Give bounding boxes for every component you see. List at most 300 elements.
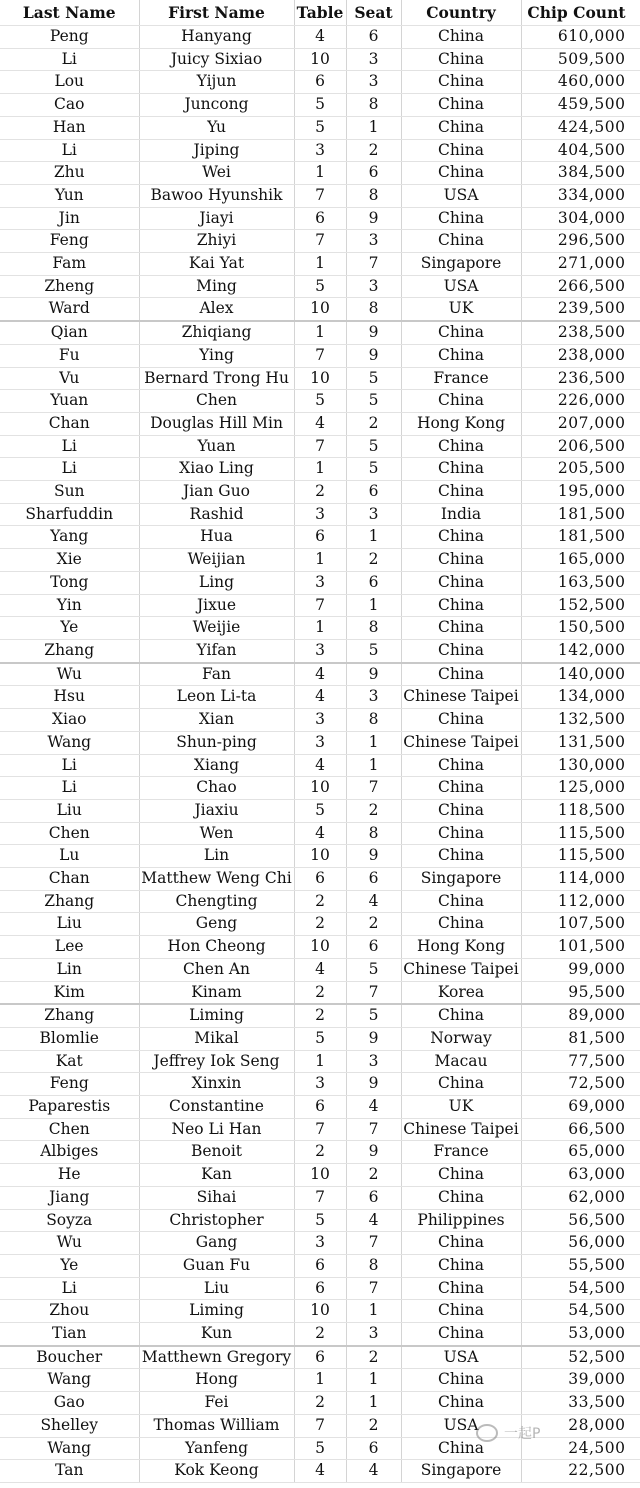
- country-cell: China: [401, 777, 521, 800]
- last-name-cell: Yun: [0, 184, 139, 207]
- chip-count-cell: 207,000: [521, 412, 640, 435]
- seat-cell: 5: [346, 390, 401, 413]
- last-name-cell: Wang: [0, 1369, 139, 1392]
- table-cell: 5: [294, 116, 346, 139]
- country-cell: China: [401, 1073, 521, 1096]
- table-cell: 3: [294, 503, 346, 526]
- table-cell: 7: [294, 594, 346, 617]
- country-cell: China: [401, 481, 521, 504]
- seat-cell: 1: [346, 116, 401, 139]
- country-cell: China: [401, 458, 521, 481]
- chip-count-cell: 115,500: [521, 822, 640, 845]
- seat-cell: 6: [346, 481, 401, 504]
- table-row: [0, 777, 640, 800]
- first-name-cell: Liu: [139, 1277, 294, 1300]
- last-name-cell: He: [0, 1164, 139, 1187]
- seat-cell: 9: [346, 321, 401, 344]
- table-cell: 7: [294, 1186, 346, 1209]
- seat-cell: 5: [346, 958, 401, 981]
- chip-count-cell: 206,500: [521, 435, 640, 458]
- first-name-cell: Xiao Ling: [139, 458, 294, 481]
- table-row: [0, 1118, 640, 1141]
- country-cell: China: [401, 71, 521, 94]
- country-cell: Chinese Taipei: [401, 731, 521, 754]
- last-name-cell: Ye: [0, 617, 139, 640]
- chip-count-cell: 384,500: [521, 162, 640, 185]
- table-cell: 5: [294, 1027, 346, 1050]
- seat-cell: 4: [346, 1096, 401, 1119]
- seat-cell: 8: [346, 1254, 401, 1277]
- chip-count-cell: 114,000: [521, 868, 640, 891]
- country-cell: Singapore: [401, 253, 521, 276]
- table-cell: 3: [294, 731, 346, 754]
- last-name-cell: Li: [0, 435, 139, 458]
- seat-cell: 3: [346, 48, 401, 71]
- last-name-cell: Li: [0, 777, 139, 800]
- country-cell: Hong Kong: [401, 412, 521, 435]
- table-row: [0, 116, 640, 139]
- last-name-cell: Ward: [0, 298, 139, 321]
- seat-cell: 9: [346, 663, 401, 686]
- first-name-cell: Gang: [139, 1232, 294, 1255]
- chip-count-cell: 89,000: [521, 1004, 640, 1027]
- last-name-cell: Gao: [0, 1392, 139, 1415]
- seat-cell: 3: [346, 1050, 401, 1073]
- table-cell: 3: [294, 639, 346, 662]
- first-name-cell: Kun: [139, 1323, 294, 1346]
- seat-cell: 5: [346, 458, 401, 481]
- chip-count-cell: 39,000: [521, 1369, 640, 1392]
- first-name-cell: Chen: [139, 390, 294, 413]
- table-row: [0, 344, 640, 367]
- last-name-cell: Wang: [0, 1437, 139, 1460]
- table-row: [0, 913, 640, 936]
- table-row: [0, 549, 640, 572]
- table-row: [0, 754, 640, 777]
- col-header-country: Country: [401, 0, 521, 26]
- first-name-cell: Hua: [139, 526, 294, 549]
- seat-cell: 7: [346, 1232, 401, 1255]
- table-row: [0, 639, 640, 662]
- chip-count-cell: 99,000: [521, 958, 640, 981]
- table-cell: 2: [294, 1392, 346, 1415]
- country-cell: China: [401, 1277, 521, 1300]
- table-row: [0, 1186, 640, 1209]
- last-name-cell: Chen: [0, 1118, 139, 1141]
- seat-cell: 5: [346, 435, 401, 458]
- seat-cell: 6: [346, 26, 401, 49]
- table-row: [0, 162, 640, 185]
- table-cell: 7: [294, 435, 346, 458]
- country-cell: USA: [401, 1346, 521, 1369]
- seat-cell: 9: [346, 344, 401, 367]
- chip-count-cell: 118,500: [521, 799, 640, 822]
- seat-cell: 7: [346, 1277, 401, 1300]
- last-name-cell: Zhou: [0, 1300, 139, 1323]
- seat-cell: 6: [346, 162, 401, 185]
- table-row: [0, 526, 640, 549]
- country-cell: China: [401, 139, 521, 162]
- table-cell: 7: [294, 1414, 346, 1437]
- first-name-cell: Yijun: [139, 71, 294, 94]
- first-name-cell: Wen: [139, 822, 294, 845]
- last-name-cell: Sharfuddin: [0, 503, 139, 526]
- first-name-cell: Jeffrey Iok Seng: [139, 1050, 294, 1073]
- country-cell: China: [401, 1392, 521, 1415]
- last-name-cell: Wu: [0, 663, 139, 686]
- country-cell: China: [401, 845, 521, 868]
- seat-cell: 9: [346, 1027, 401, 1050]
- table-cell: 6: [294, 1346, 346, 1369]
- table-cell: 4: [294, 412, 346, 435]
- first-name-cell: Douglas Hill Min: [139, 412, 294, 435]
- table-row: [0, 94, 640, 117]
- country-cell: China: [401, 709, 521, 732]
- table-cell: 7: [294, 344, 346, 367]
- seat-cell: 5: [346, 639, 401, 662]
- last-name-cell: Chen: [0, 822, 139, 845]
- first-name-cell: Yuan: [139, 435, 294, 458]
- table-cell: 2: [294, 981, 346, 1004]
- first-name-cell: Jiayi: [139, 207, 294, 230]
- last-name-cell: Wu: [0, 1232, 139, 1255]
- table-cell: 10: [294, 1300, 346, 1323]
- country-cell: USA: [401, 275, 521, 298]
- last-name-cell: Blomlie: [0, 1027, 139, 1050]
- chip-count-cell: 130,000: [521, 754, 640, 777]
- table-row: [0, 845, 640, 868]
- chip-count-cell: 65,000: [521, 1141, 640, 1164]
- table-cell: 4: [294, 822, 346, 845]
- country-cell: Korea: [401, 981, 521, 1004]
- chip-count-cell: 271,000: [521, 253, 640, 276]
- first-name-cell: Xiang: [139, 754, 294, 777]
- country-cell: China: [401, 1323, 521, 1346]
- first-name-cell: Kinam: [139, 981, 294, 1004]
- last-name-cell: Han: [0, 116, 139, 139]
- country-cell: China: [401, 1254, 521, 1277]
- country-cell: China: [401, 549, 521, 572]
- chip-count-cell: 134,000: [521, 686, 640, 709]
- seat-cell: 1: [346, 1392, 401, 1415]
- last-name-cell: Li: [0, 754, 139, 777]
- first-name-cell: Ying: [139, 344, 294, 367]
- last-name-cell: Vu: [0, 367, 139, 390]
- table-cell: 4: [294, 1460, 346, 1483]
- table-row: [0, 1460, 640, 1483]
- seat-cell: 4: [346, 1209, 401, 1232]
- first-name-cell: Yifan: [139, 639, 294, 662]
- seat-cell: 6: [346, 1437, 401, 1460]
- table-row: [0, 412, 640, 435]
- first-name-cell: Liming: [139, 1004, 294, 1027]
- col-header-last-name: Last Name: [0, 0, 139, 26]
- chip-count-cell: 95,500: [521, 981, 640, 1004]
- table-row: [0, 1209, 640, 1232]
- last-name-cell: Boucher: [0, 1346, 139, 1369]
- table-cell: 6: [294, 71, 346, 94]
- table-cell: 6: [294, 1096, 346, 1119]
- seat-cell: 3: [346, 71, 401, 94]
- first-name-cell: Bernard Trong Hu: [139, 367, 294, 390]
- chip-count-cell: 142,000: [521, 639, 640, 662]
- table-row: [0, 1073, 640, 1096]
- table-body: [0, 26, 640, 1483]
- country-cell: Philippines: [401, 1209, 521, 1232]
- chip-count-cell: 266,500: [521, 275, 640, 298]
- last-name-cell: Li: [0, 48, 139, 71]
- table-row: [0, 26, 640, 49]
- chip-count-cell: 56,500: [521, 1209, 640, 1232]
- last-name-cell: Albiges: [0, 1141, 139, 1164]
- chip-count-cell: 101,500: [521, 936, 640, 959]
- chip-count-cell: 22,500: [521, 1460, 640, 1483]
- first-name-cell: Matthewn Gregory: [139, 1346, 294, 1369]
- country-cell: France: [401, 1141, 521, 1164]
- chip-count-cell: 132,500: [521, 709, 640, 732]
- first-name-cell: Fan: [139, 663, 294, 686]
- table-cell: 2: [294, 890, 346, 913]
- country-cell: China: [401, 913, 521, 936]
- last-name-cell: Yin: [0, 594, 139, 617]
- seat-cell: 9: [346, 207, 401, 230]
- last-name-cell: Xiao: [0, 709, 139, 732]
- table-row: [0, 686, 640, 709]
- table-row: [0, 503, 640, 526]
- table-row: [0, 936, 640, 959]
- last-name-cell: Zhang: [0, 890, 139, 913]
- chip-count-cell: 239,500: [521, 298, 640, 321]
- table-row: [0, 958, 640, 981]
- seat-cell: 8: [346, 822, 401, 845]
- seat-cell: 8: [346, 184, 401, 207]
- last-name-cell: Chan: [0, 412, 139, 435]
- table-cell: 4: [294, 663, 346, 686]
- seat-cell: 7: [346, 1118, 401, 1141]
- seat-cell: 6: [346, 936, 401, 959]
- table-row: [0, 709, 640, 732]
- table-cell: 3: [294, 571, 346, 594]
- table-row: [0, 1027, 640, 1050]
- first-name-cell: Weijian: [139, 549, 294, 572]
- table-row: [0, 1096, 640, 1119]
- first-name-cell: Zhiqiang: [139, 321, 294, 344]
- seat-cell: 3: [346, 686, 401, 709]
- first-name-cell: Hong: [139, 1369, 294, 1392]
- last-name-cell: Jiang: [0, 1186, 139, 1209]
- chip-count-cell: 165,000: [521, 549, 640, 572]
- chip-count-cell: 81,500: [521, 1027, 640, 1050]
- table-cell: 1: [294, 1050, 346, 1073]
- last-name-cell: Fu: [0, 344, 139, 367]
- last-name-cell: Zhang: [0, 1004, 139, 1027]
- country-cell: China: [401, 754, 521, 777]
- table-cell: 10: [294, 1164, 346, 1187]
- first-name-cell: Neo Li Han: [139, 1118, 294, 1141]
- table-cell: 3: [294, 139, 346, 162]
- country-cell: China: [401, 1300, 521, 1323]
- first-name-cell: Rashid: [139, 503, 294, 526]
- table-cell: 4: [294, 26, 346, 49]
- last-name-cell: Yang: [0, 526, 139, 549]
- table-row: [0, 1414, 640, 1437]
- first-name-cell: Leon Li-ta: [139, 686, 294, 709]
- last-name-cell: Jin: [0, 207, 139, 230]
- last-name-cell: Lin: [0, 958, 139, 981]
- chip-count-cell: 150,500: [521, 617, 640, 640]
- last-name-cell: Li: [0, 139, 139, 162]
- table-row: [0, 435, 640, 458]
- table-cell: 10: [294, 845, 346, 868]
- seat-cell: 3: [346, 1323, 401, 1346]
- table-row: [0, 1369, 640, 1392]
- first-name-cell: Wei: [139, 162, 294, 185]
- chip-count-cell: 115,500: [521, 845, 640, 868]
- country-cell: China: [401, 116, 521, 139]
- chip-count-cell: 424,500: [521, 116, 640, 139]
- chip-count-cell: 54,500: [521, 1277, 640, 1300]
- first-name-cell: Sihai: [139, 1186, 294, 1209]
- first-name-cell: Yanfeng: [139, 1437, 294, 1460]
- chip-count-cell: 28,000: [521, 1414, 640, 1437]
- table-cell: 2: [294, 481, 346, 504]
- table-cell: 1: [294, 321, 346, 344]
- chip-count-cell: 304,000: [521, 207, 640, 230]
- last-name-cell: Feng: [0, 1073, 139, 1096]
- table-row: [0, 481, 640, 504]
- first-name-cell: Yu: [139, 116, 294, 139]
- table-cell: 1: [294, 617, 346, 640]
- country-cell: China: [401, 639, 521, 662]
- country-cell: China: [401, 526, 521, 549]
- first-name-cell: Xian: [139, 709, 294, 732]
- seat-cell: 7: [346, 777, 401, 800]
- table-cell: 3: [294, 709, 346, 732]
- seat-cell: 6: [346, 1186, 401, 1209]
- table-row: [0, 594, 640, 617]
- table-row: [0, 1437, 640, 1460]
- table-row: [0, 822, 640, 845]
- table-cell: 7: [294, 1118, 346, 1141]
- table-cell: 4: [294, 958, 346, 981]
- country-cell: Singapore: [401, 1460, 521, 1483]
- chip-count-cell: 54,500: [521, 1300, 640, 1323]
- table-cell: 6: [294, 868, 346, 891]
- seat-cell: 1: [346, 526, 401, 549]
- table-cell: 2: [294, 1323, 346, 1346]
- last-name-cell: Liu: [0, 913, 139, 936]
- first-name-cell: Matthew Weng Chi: [139, 868, 294, 891]
- country-cell: Singapore: [401, 868, 521, 891]
- country-cell: China: [401, 822, 521, 845]
- chip-count-cell: 125,000: [521, 777, 640, 800]
- table-row: [0, 298, 640, 321]
- table-cell: 10: [294, 777, 346, 800]
- table-cell: 3: [294, 1232, 346, 1255]
- country-cell: China: [401, 390, 521, 413]
- country-cell: Macau: [401, 1050, 521, 1073]
- last-name-cell: Zheng: [0, 275, 139, 298]
- table-cell: 1: [294, 1369, 346, 1392]
- table-row: [0, 1050, 640, 1073]
- table-row: [0, 1346, 640, 1369]
- seat-cell: 2: [346, 412, 401, 435]
- last-name-cell: Kat: [0, 1050, 139, 1073]
- last-name-cell: Xie: [0, 549, 139, 572]
- table-row: [0, 981, 640, 1004]
- last-name-cell: Chan: [0, 868, 139, 891]
- seat-cell: 1: [346, 1369, 401, 1392]
- first-name-cell: Kok Keong: [139, 1460, 294, 1483]
- country-cell: Chinese Taipei: [401, 1118, 521, 1141]
- seat-cell: 6: [346, 868, 401, 891]
- first-name-cell: Ming: [139, 275, 294, 298]
- country-cell: China: [401, 594, 521, 617]
- first-name-cell: Geng: [139, 913, 294, 936]
- chip-count-cell: 140,000: [521, 663, 640, 686]
- chip-count-cell: 509,500: [521, 48, 640, 71]
- chip-count-cell: 181,500: [521, 526, 640, 549]
- table-cell: 6: [294, 526, 346, 549]
- chip-count-cell: 52,500: [521, 1346, 640, 1369]
- last-name-cell: Feng: [0, 230, 139, 253]
- watermark-text: 一起P: [504, 1426, 541, 1442]
- seat-cell: 1: [346, 594, 401, 617]
- country-cell: China: [401, 799, 521, 822]
- table-row: [0, 1300, 640, 1323]
- last-name-cell: Cao: [0, 94, 139, 117]
- first-name-cell: Ling: [139, 571, 294, 594]
- seat-cell: 2: [346, 139, 401, 162]
- country-cell: China: [401, 26, 521, 49]
- table-row: [0, 731, 640, 754]
- seat-cell: 5: [346, 367, 401, 390]
- seat-cell: 7: [346, 981, 401, 1004]
- col-header-table: Table: [294, 0, 346, 26]
- country-cell: UK: [401, 298, 521, 321]
- chip-count-cell: 238,500: [521, 321, 640, 344]
- table-cell: 10: [294, 48, 346, 71]
- seat-cell: 3: [346, 275, 401, 298]
- table-cell: 2: [294, 1004, 346, 1027]
- chip-count-cell: 163,500: [521, 571, 640, 594]
- last-name-cell: Tian: [0, 1323, 139, 1346]
- first-name-cell: Juicy Sixiao: [139, 48, 294, 71]
- first-name-cell: Chen An: [139, 958, 294, 981]
- first-name-cell: Lin: [139, 845, 294, 868]
- first-name-cell: Chengting: [139, 890, 294, 913]
- country-cell: China: [401, 1232, 521, 1255]
- country-cell: China: [401, 162, 521, 185]
- table-cell: 6: [294, 1277, 346, 1300]
- seat-cell: 5: [346, 1004, 401, 1027]
- first-name-cell: Christopher: [139, 1209, 294, 1232]
- chip-count-cell: 195,000: [521, 481, 640, 504]
- last-name-cell: Tan: [0, 1460, 139, 1483]
- table-row: [0, 230, 640, 253]
- country-cell: China: [401, 1164, 521, 1187]
- table-cell: 5: [294, 1437, 346, 1460]
- first-name-cell: Bawoo Hyunshik: [139, 184, 294, 207]
- last-name-cell: Tong: [0, 571, 139, 594]
- seat-cell: 4: [346, 890, 401, 913]
- first-name-cell: Hanyang: [139, 26, 294, 49]
- table-row: [0, 207, 640, 230]
- col-header-first-name: First Name: [139, 0, 294, 26]
- chip-count-cell: 62,000: [521, 1186, 640, 1209]
- chip-count-cell: 112,000: [521, 890, 640, 913]
- last-name-cell: Lu: [0, 845, 139, 868]
